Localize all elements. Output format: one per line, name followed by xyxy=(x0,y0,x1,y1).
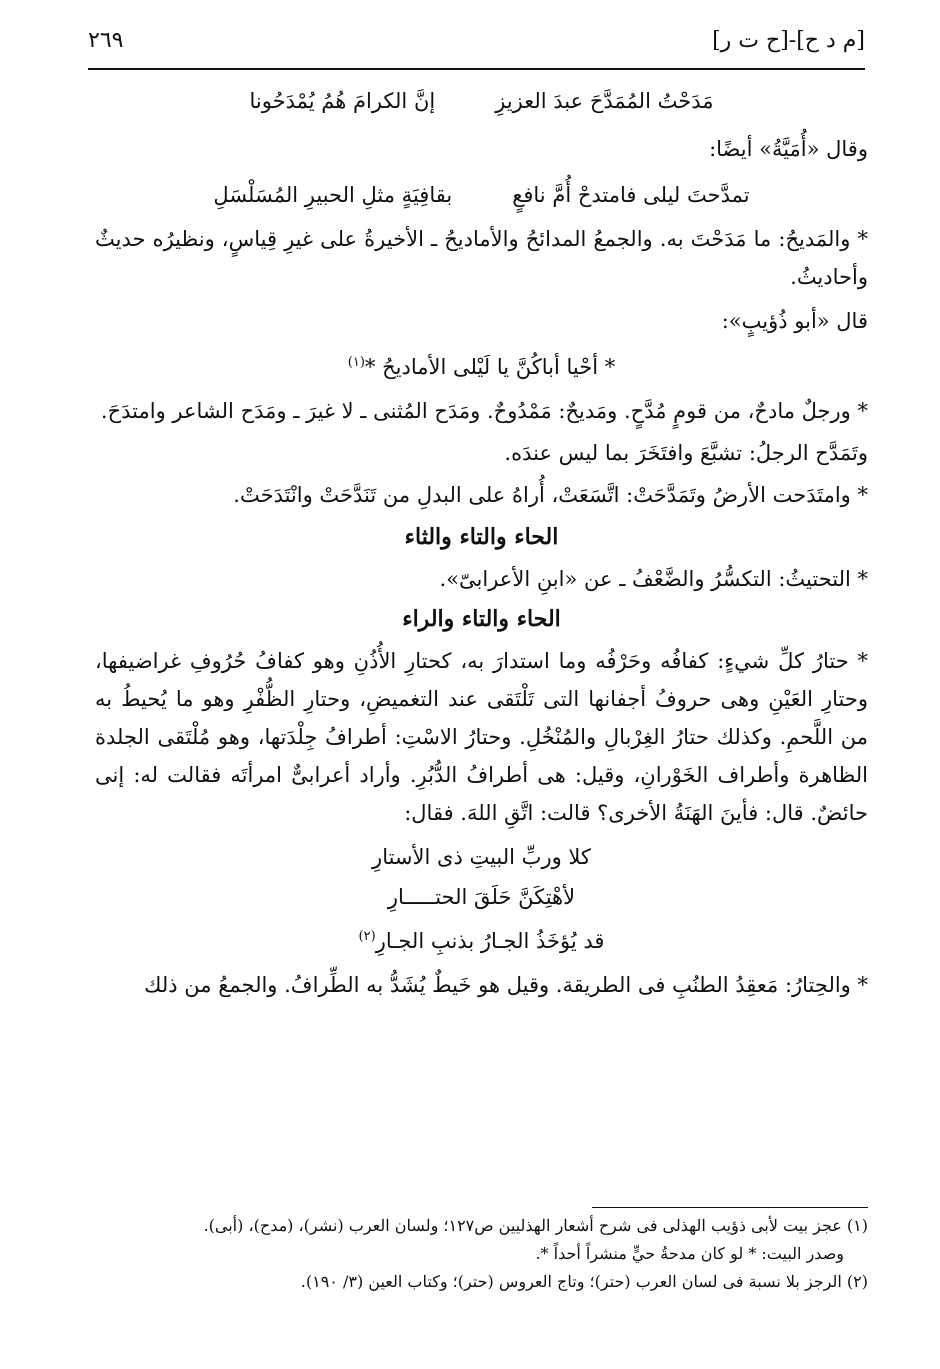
paragraph: * والحِتارُ: مَعقِدُ الطنُبِ فى الطريقة. وقيل هو خَيطٌ يُشَدُّ به الطِّرافُ. والجمعُ من ذلك xyxy=(144,973,868,997)
verse-text: * أحْيا أباكُنَّ يا لَيْلى الأماديحُ * xyxy=(364,355,616,379)
paragraph: * وامتَدَحت الأرضُ وتَمَدَّحَتْ: اتَّسَعَتْ، أُراهُ على البدلِ من تَنَدَّحَتْ وانْتَدَحَتْ. xyxy=(233,483,868,507)
verse-text: قد يُؤخَذُ الجـارُ بذنبِ الجـارِ xyxy=(375,929,605,953)
verse-hemistich-2: إنَّ الكرامَ هُمُ يُمْدَحُونا xyxy=(249,89,436,113)
paragraph: قال «أبو ذُؤيبٍ»: xyxy=(721,309,868,333)
footnote-ref-1: (١) xyxy=(347,355,365,370)
verse-line: لأهْتِكَنَّ حَلَقَ الحتـــــارِ xyxy=(387,885,576,909)
page-body xyxy=(95,78,868,1004)
paragraph: وقال «أُمَيَّةُ» أيضًا: xyxy=(709,137,868,161)
section-heading: الحاء والتاء والراء xyxy=(402,606,561,632)
running-header xyxy=(88,28,865,68)
footnote-2: (٢) الرجز بلا نسبة فى لسان العرب (حتر)؛ وتاج العروس (حتر)؛ وكتاب العين (٣/ ١٩٠). xyxy=(300,1272,868,1291)
verse-line: كلا وربِّ البيتِ ذى الأستارِ xyxy=(372,845,591,869)
footnote-rule xyxy=(592,1207,868,1208)
verse-hemistich-1: تمدَّحتَ ليلى فامتدحْ أُمَّ نافعٍ xyxy=(512,183,750,207)
paragraph: * التحتيثُ: التكسُّرُ والضَّعْفُ ـ عن «ابنِ الأعرابىّ». xyxy=(439,567,868,591)
verse-line xyxy=(95,82,868,120)
paragraph: * والمَديحُ: ما مَدَحْتَ به. والجمعُ المدائحُ والأماديحُ ـ الأخيرةُ على غيرِ قِياسٍ، ونظيرُه حديثٌ وأحاديثُ. xyxy=(95,227,868,289)
verse-line xyxy=(95,918,868,960)
paragraph: وتَمَدَّح الرجلُ: تشبَّعَ وافتَخَرَ بما ليس عندَه. xyxy=(504,441,868,465)
page-number: ٢٦٩ xyxy=(88,28,124,53)
header-rule xyxy=(88,68,865,70)
footnote-1: (١) عجز بيت لأبى ذؤيب الهذلى فى شرح أشعار الهذليين ص١٢٧؛ ولسان العرب (نشر)، (مدح)، (أبى). xyxy=(203,1216,868,1235)
verse-line xyxy=(95,176,868,214)
paragraph: * حتارُ كلِّ شيءٍ: كفافُه وحَرْفُه وما استدارَ به، كحتارِ الأُذُنِ وهو كفافُ حُرُوفِ غراضيفها، وحتارِ العَيْنِ وهى حروفُ أجفانها التى تَلْتَقى عند التغميضِ، وحتارِ الظُّفْرِ وهو ما يُحيطُ به من اللَّحمِ. وكذلك حتارُ الغِرْبالِ والمُنْخُلِ. وحتارُ الاسْتِ: أطرافُ جِلْدَتها، وهو مُلْتَقى الجلدة الظاهرة وأطراف الخَوْرانِ، وقيل: هى أطرافُ الدُّبُرِ. وأراد أعرابىٌّ امرأتَه فقالت له: إنى حائضٌ. قال: فأينَ الهَنَةُ الأخرى؟ قالت: اتَّقِ اللهَ. فقال: xyxy=(95,649,868,825)
footnotes xyxy=(95,1212,868,1296)
paragraph: * ورجلٌ مادحٌ، من قومٍ مُدَّحٍ. ومَديحٌ: مَمْدُوحٌ. ومَدَح المُثنى ـ لا غيرَ ـ ومَدَح الشاعر وامتدَحَ. xyxy=(100,399,868,423)
footnote-ref-2: (٢) xyxy=(358,929,376,944)
verse-hemistich-2: بقافِيَةٍ مثلِ الحبيرِ المُسَلْسَلِ xyxy=(213,183,453,207)
section-heading: الحاء والتاء والثاء xyxy=(404,524,559,550)
header-section-label: [م د ح]-[ح ت ر] xyxy=(712,28,865,53)
footnote-1-continuation: وصدر البيت: * لو كان مدحةُ حيٍّ منشراً أحداً *. xyxy=(535,1244,844,1263)
verse-hemistich-1: مَدَحْتُ المُمَدَّحَ عبدَ العزيزِ xyxy=(495,89,714,113)
verse-quote xyxy=(95,344,868,386)
